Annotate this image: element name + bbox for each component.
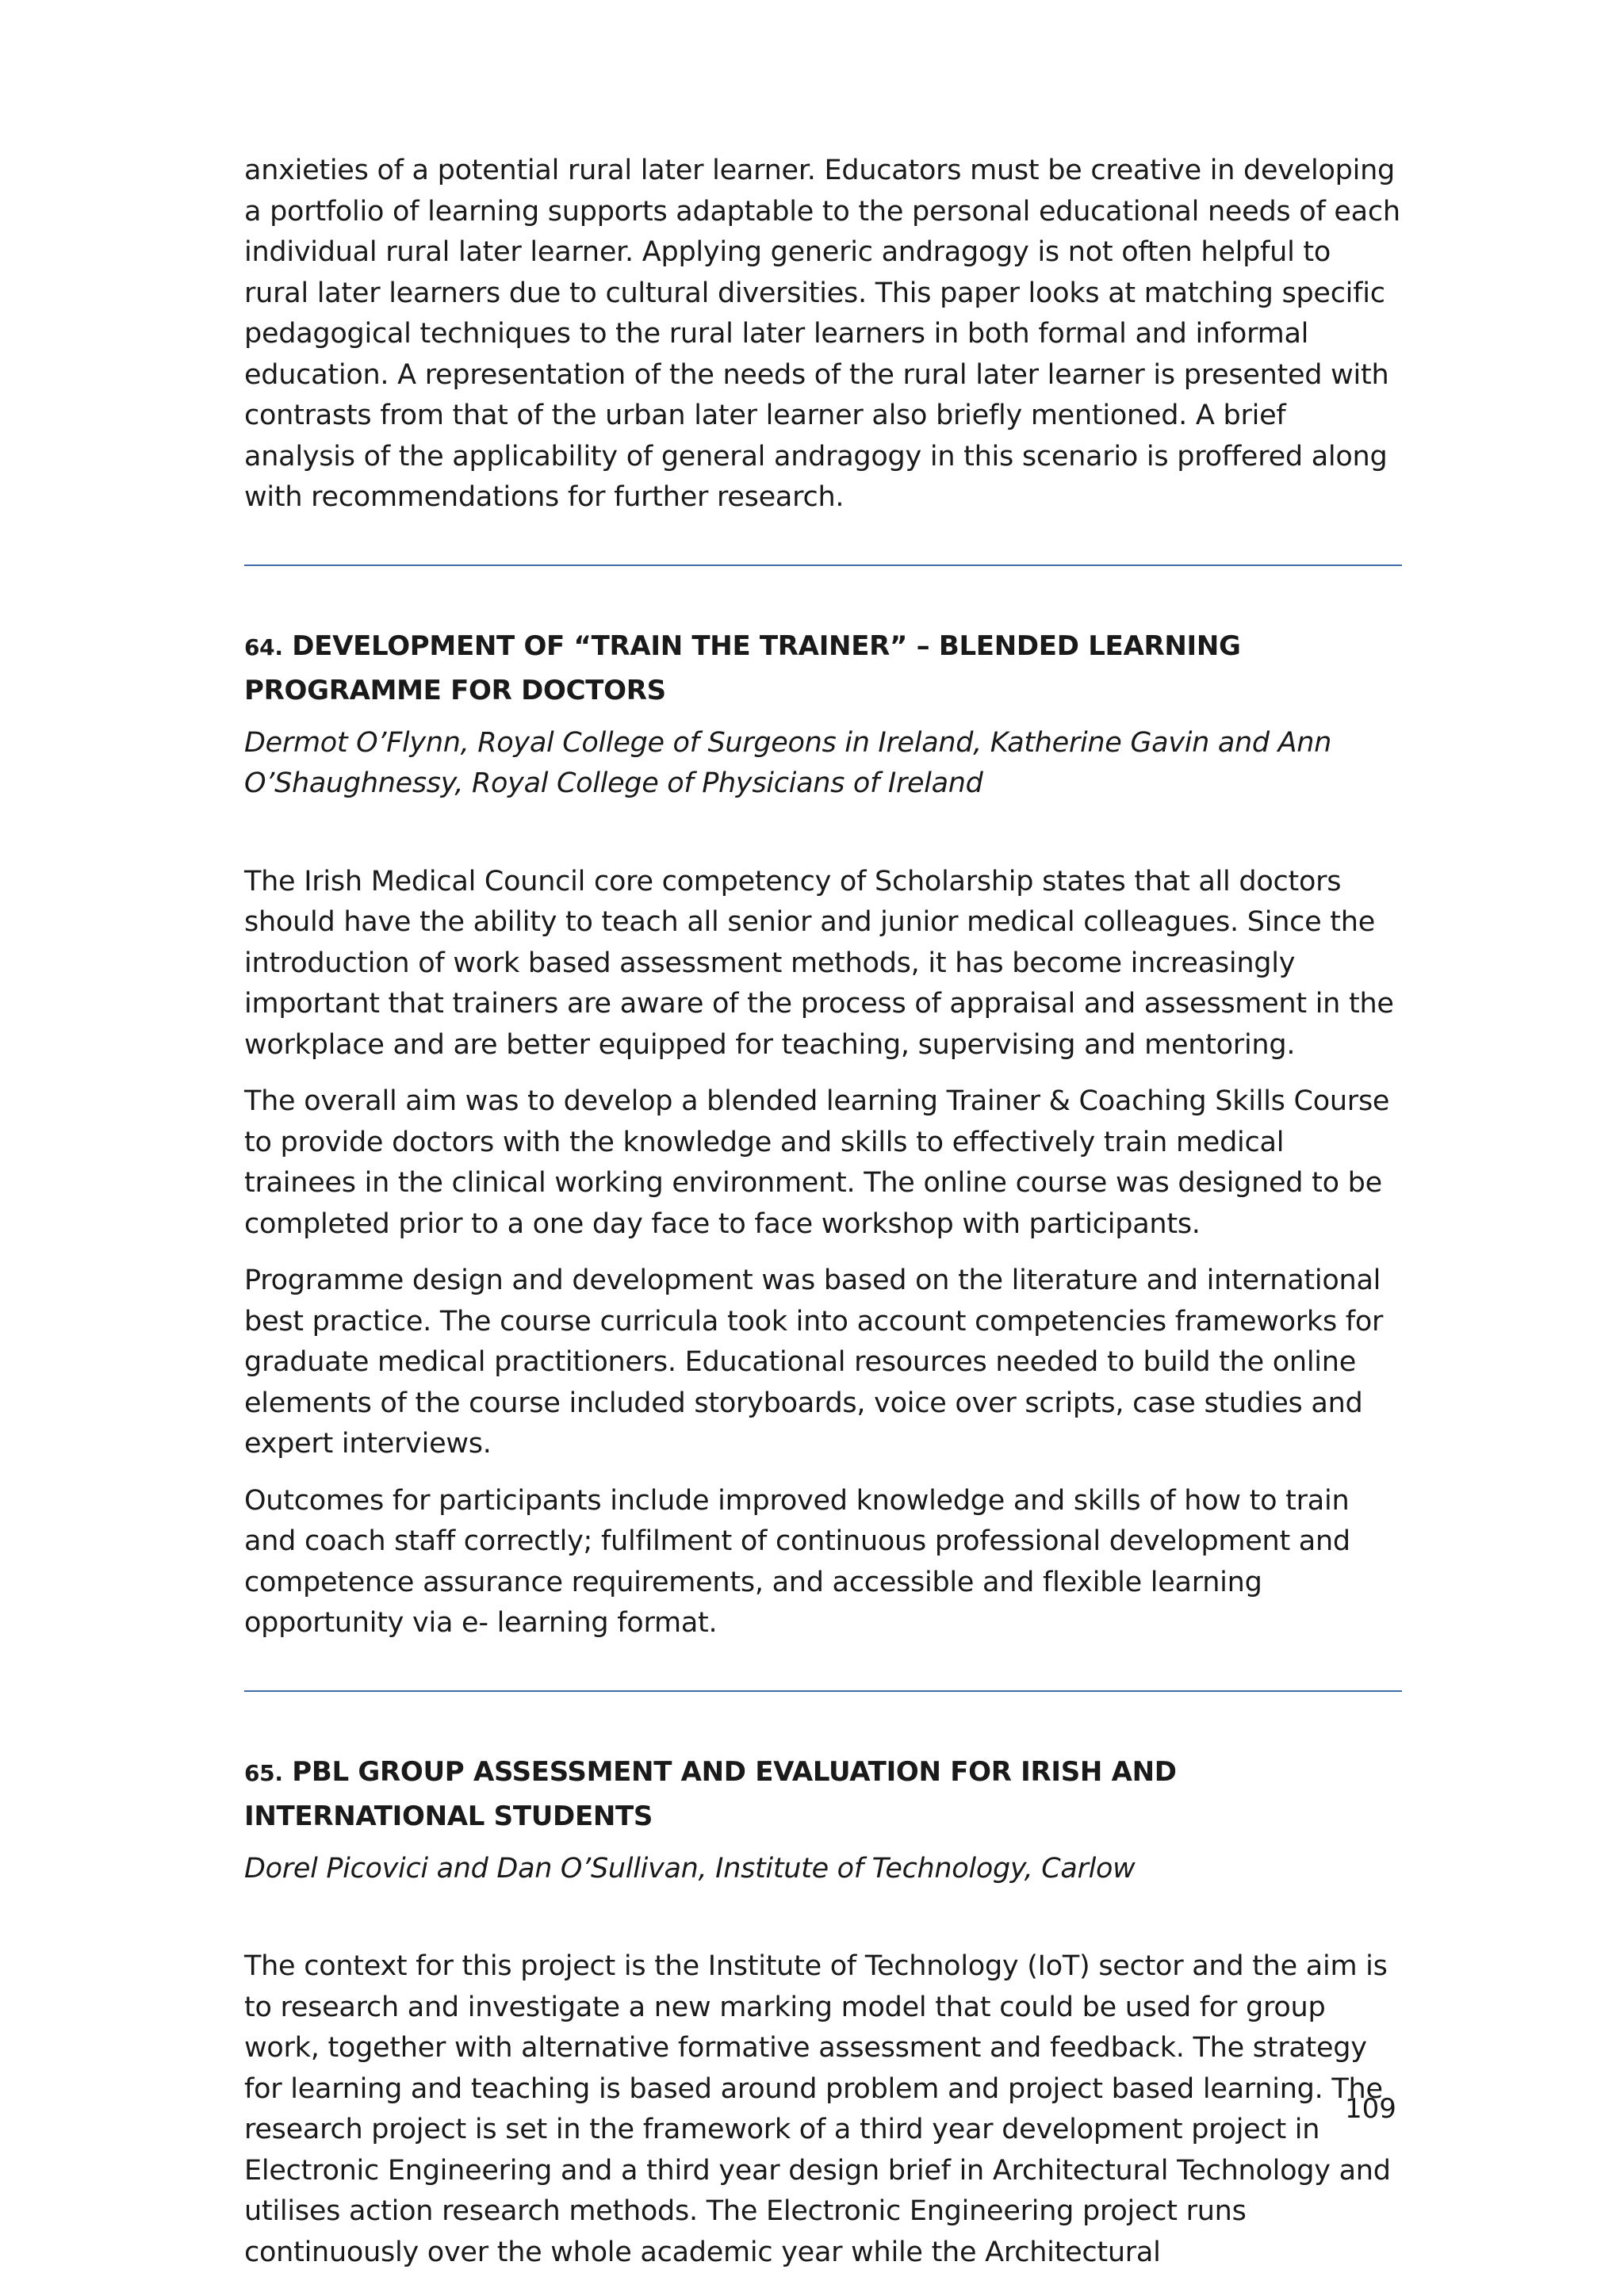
- section-65-title-text: PBL GROUP ASSESSMENT AND EVALUATION FOR IRISH AND INTERNATIONAL STUDENTS: [244, 1755, 1177, 1832]
- section-divider: [244, 1690, 1402, 1692]
- section-65-number: 65.: [244, 1759, 283, 1786]
- section-64-title-text: DEVELOPMENT OF “TRAIN THE TRAINER” – BLENDED LEARNING PROGRAMME FOR DOCTORS: [244, 629, 1241, 706]
- section-65-authors: Dorel Picovici and Dan O’Sullivan, Institute of Technology, Carlow: [244, 1852, 1136, 1885]
- section-64-title: [244, 625, 1402, 712]
- section-64-paragraph: Outcomes for participants include improved knowledge and skills of how to train and coach staff correctly; fulfilment of continuous professional development and competence assurance requirements, and accessible and flexible learning opportunity via e- learning format.: [244, 1484, 1350, 1639]
- section-65-paragraph: The context for this project is the Institute of Technology (IoT) sector and the aim is to research and investigate a new marking model that could be used for group work, together with alternative formative assessment and feedback. The strategy for learning and teaching is based around problem and project based learning. The research project is set in the framework of a third year development project in Electronic Engineering and a third year design brief in Architectural Technology and utilises action research methods. The Electronic Engineering project runs continuously over the whole academic year while the Architectural: [244, 1950, 1391, 2268]
- section-divider: [244, 564, 1402, 566]
- section-64-paragraph: The Irish Medical Council core competency of Scholarship states that all doctors should have the ability to teach all senior and junior medical colleagues. Since the introduction of work based assessment methods, it has become increasingly important that trainers are aware of the process of appraisal and assessment in the workplace and are better equipped for teaching, supervising and mentoring.: [244, 865, 1394, 1061]
- section-64-number: 64.: [244, 633, 283, 660]
- section-64-paragraph: The overall aim was to develop a blended learning Trainer & Coaching Skills Course to provide doctors with the knowledge and skills to effectively train medical trainees in the clinical working environment. The online course was designed to be completed prior to a one day face to face workshop with participants.: [244, 1085, 1390, 1240]
- section-65-title: [244, 1751, 1402, 1838]
- section-64-paragraph: Programme design and development was based on the literature and international best practice. The course curricula took into account competencies frameworks for graduate medical practitioners. Educational resources needed to build the online elements of the course included storyboards, voice over scripts, case studies and expert interviews.: [244, 1265, 1384, 1460]
- page-number: 109: [1345, 2093, 1396, 2125]
- section-64-authors: Dermot O’Flynn, Royal College of Surgeons in Ireland, Katherine Gavin and Ann O’Shaughnessy, Royal College of Physicians of Ireland: [244, 726, 1332, 799]
- document-page: [244, 151, 1402, 2273]
- intro-paragraph: anxieties of a potential rural later learner. Educators must be creative in developing a portfolio of learning supports adaptable to the personal educational needs of each individual rural later learner. Applying generic andragogy is not often helpful to rural later learners due to cultural diversities. This paper looks at matching specific pedagogical techniques to the rural later learners in both formal and informal education. A representation of the needs of the rural later learner is presented with contrasts from that of the urban later learner also briefly mentioned. A brief analysis of the applicability of general andragogy in this scenario is proffered along with recommendations for further research.: [244, 155, 1400, 513]
